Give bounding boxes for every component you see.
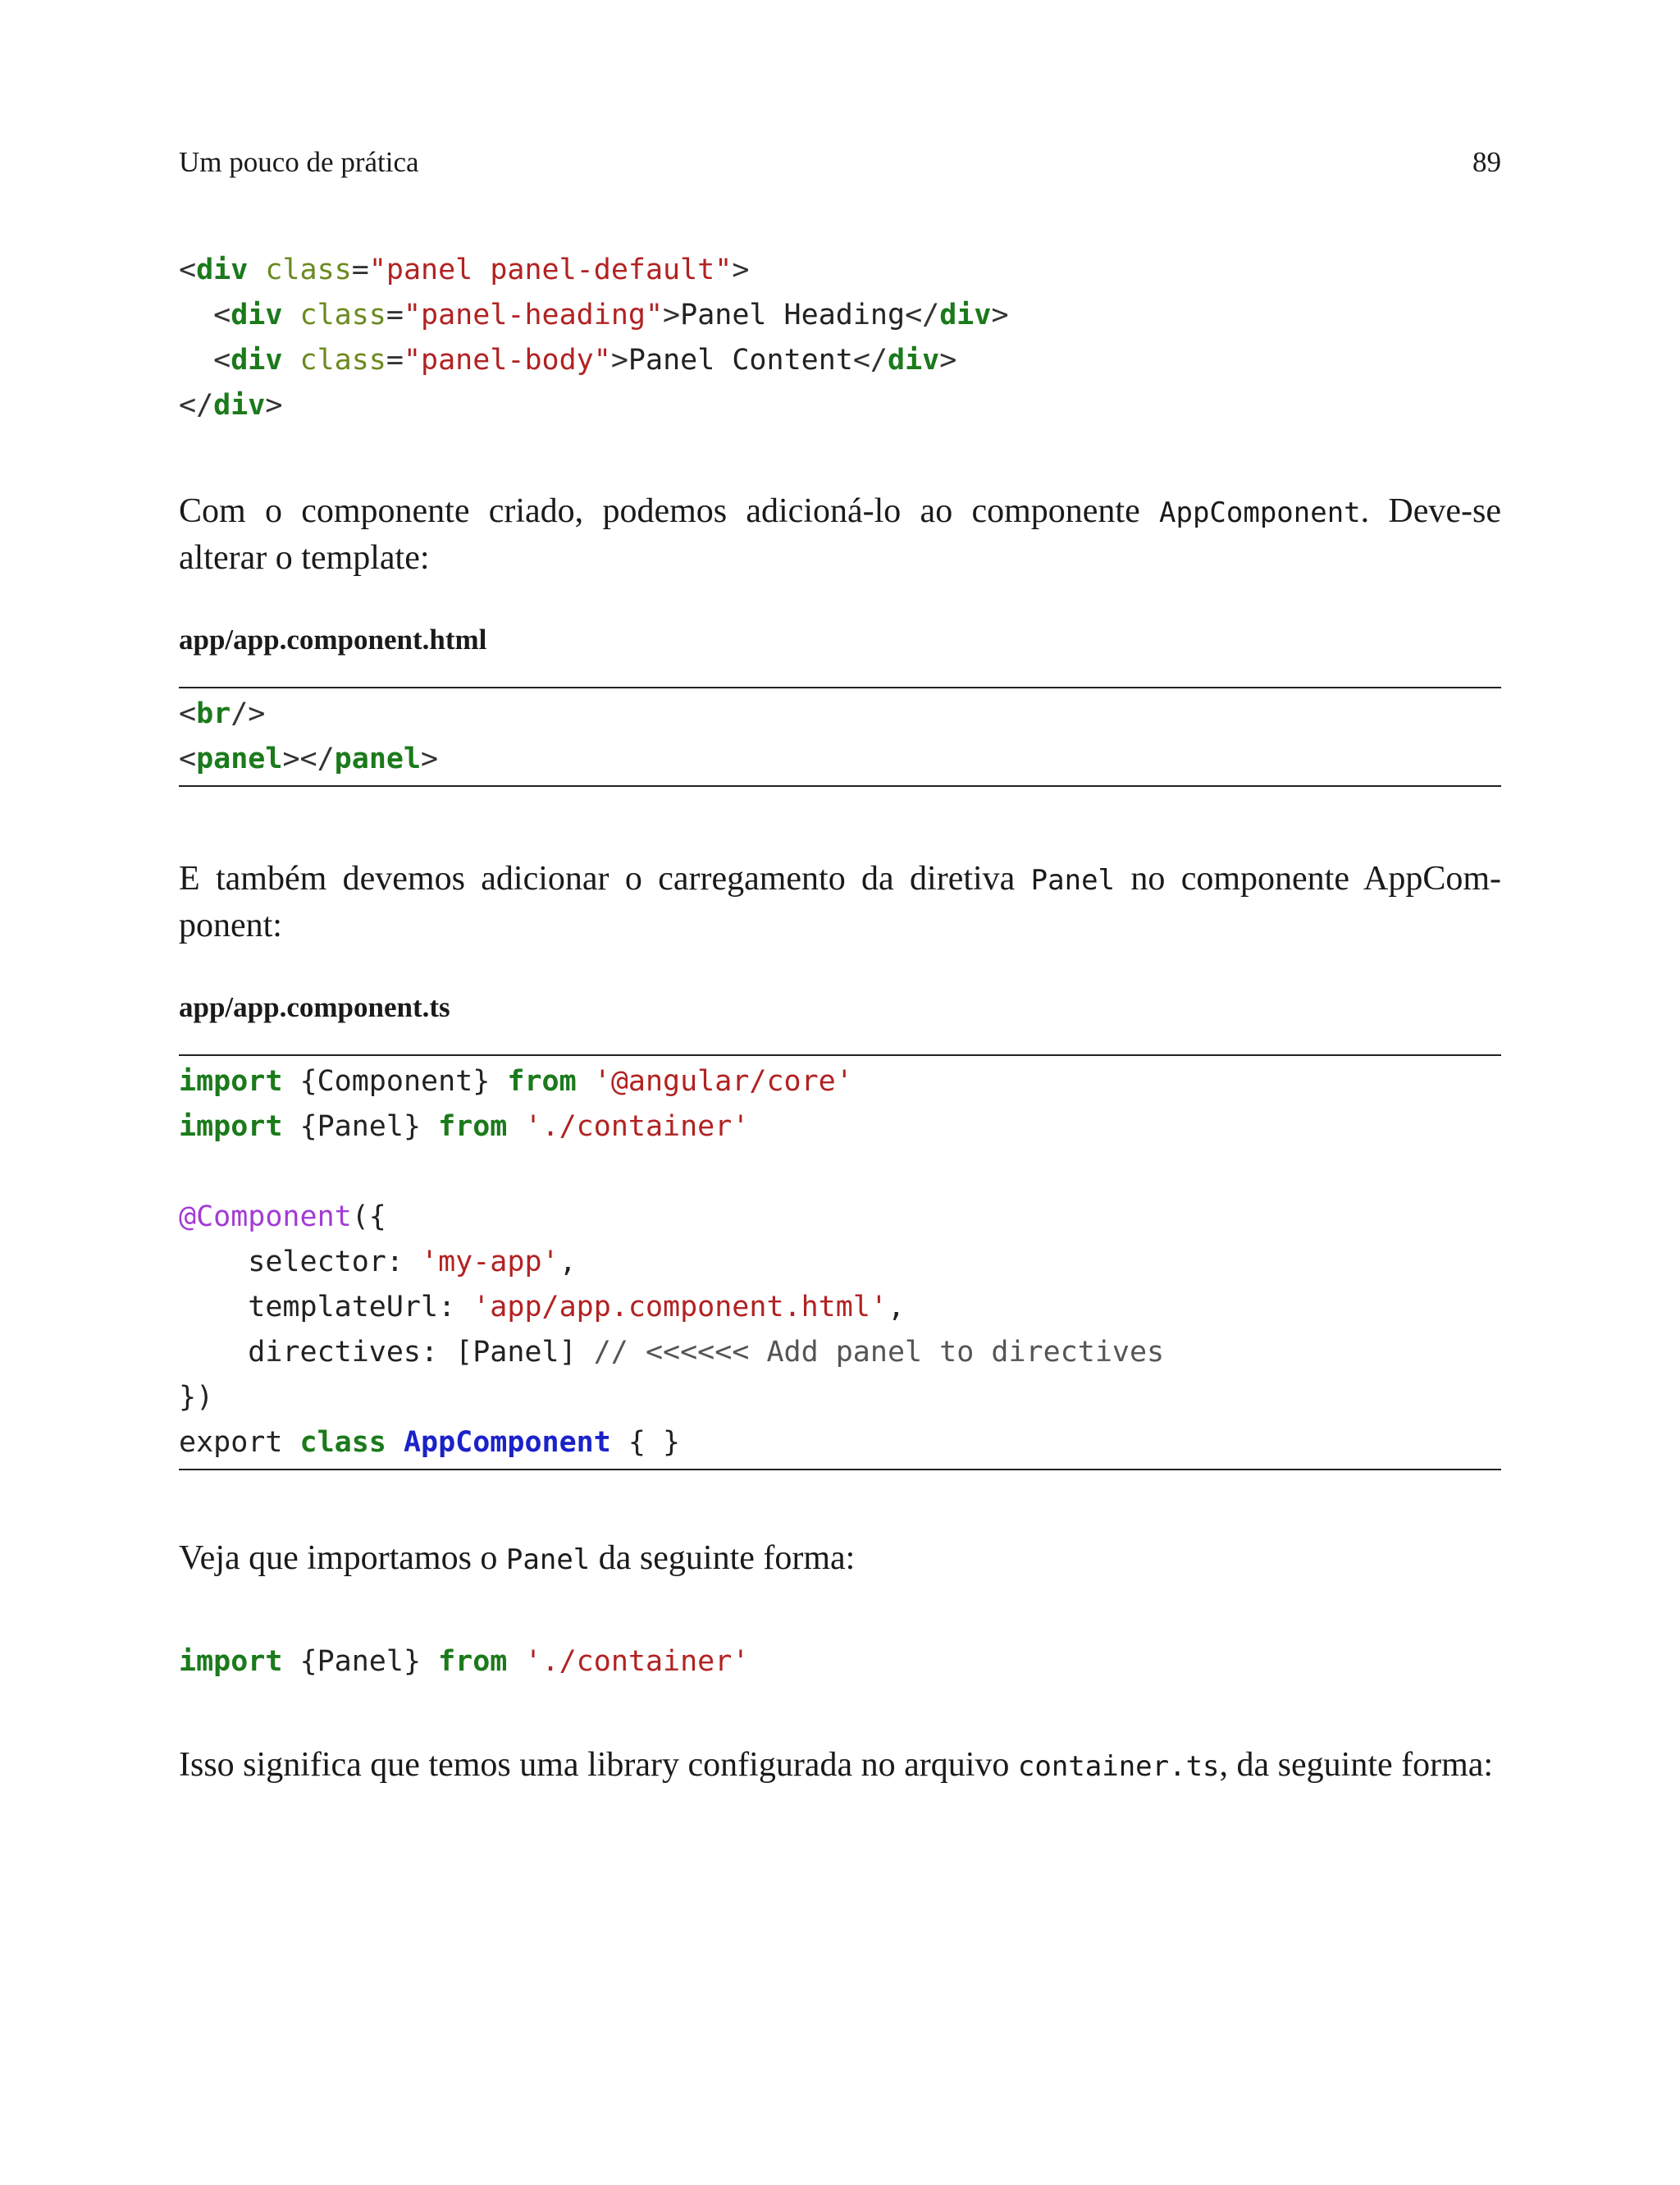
chapter-title: Um pouco de prática: [179, 146, 419, 178]
code-block-import-panel: [179, 1639, 1501, 1684]
code-line: import {Panel} from './container': [179, 1645, 750, 1678]
code-line: <div class="panel panel-default">: [179, 254, 750, 286]
code-line: }): [179, 1381, 214, 1414]
page-number: 89: [1472, 146, 1501, 178]
code-line: import {Component} from '@angular/core': [179, 1065, 853, 1098]
running-header: [179, 146, 1501, 179]
code-line: templateUrl: 'app/app.component.html',: [179, 1291, 906, 1323]
code-line: @Component({: [179, 1200, 386, 1233]
paragraph: Com o componente criado, podemos adicioná-lo ao componente AppComponent. Deve-se alterar o template:: [179, 492, 1501, 577]
paragraph: Veja que importamos o Panel da seguinte forma:: [179, 1539, 856, 1577]
code-block-app-component-html: [179, 687, 1501, 787]
code-line: selector: 'my-app',: [179, 1246, 577, 1278]
code-line: directives: [Panel] // <<<<<< Add panel to directives: [179, 1336, 1165, 1369]
code-block-panel-html: [179, 248, 1501, 428]
paragraph: Isso significa que temos uma library configurada no arquivo container.ts, da seguinte forma:: [179, 1746, 1494, 1784]
code-line: <div class="panel-body">Panel Content</div>: [213, 344, 957, 377]
code-line: export class AppComponent { }: [179, 1426, 681, 1459]
code-line: </div>: [179, 389, 283, 422]
code-line: <div class="panel-heading">Panel Heading</div>: [213, 299, 1009, 331]
code-caption: app/app.component.ts: [179, 991, 450, 1023]
code-line: <panel></panel>: [179, 743, 439, 775]
code-caption: app/app.component.html: [179, 624, 487, 656]
code-line: <br/>: [179, 697, 266, 730]
paragraph: E também devemos adicionar o carregamento da diretiva Panel no componente AppCom-ponent:: [179, 860, 1501, 944]
code-line: import {Panel} from './container': [179, 1110, 750, 1143]
code-block-app-component-ts: [179, 1054, 1501, 1470]
